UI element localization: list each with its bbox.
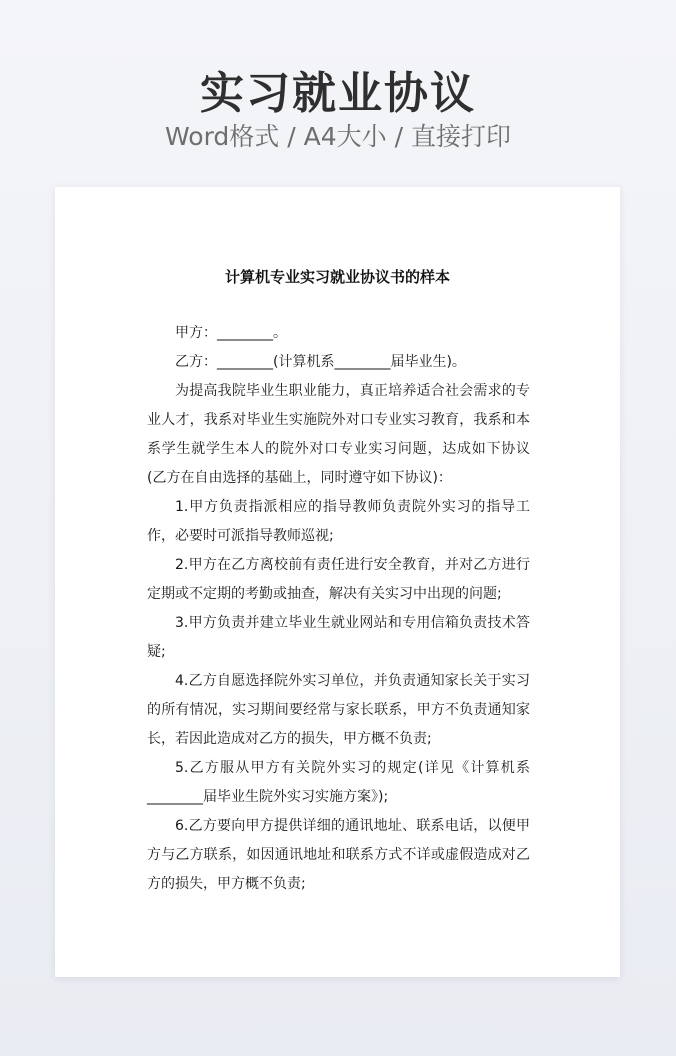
agreement-item: 3.甲方负责并建立毕业生就业网站和专用信箱负责技术答疑; <box>147 615 530 660</box>
page-title: 实习就业协议 <box>200 68 476 119</box>
agreement-item: 5.乙方服从甲方有关院外实习的规定(详见《计算机系________届毕业生院外实习实施方案》); <box>147 760 530 805</box>
document-page <box>55 187 620 977</box>
agreement-item: 6.乙方要向甲方提供详细的通讯地址、联系电话，以便甲方与乙方联系，如因通讯地址和联系方式不详或虚假造成对乙方的损失，甲方概不负责; <box>147 818 530 892</box>
agreement-item: 4.乙方自愿选择院外实习单位，并负责通知家长关于实习的所有情况，实习期间要经常与家长联系，甲方不负责通知家长，若因此造成对乙方的损失，甲方概不负责; <box>147 673 530 747</box>
party-a-line: 甲方：________。 <box>175 325 287 341</box>
agreement-item: 2.甲方在乙方离校前有责任进行安全教育，并对乙方进行定期或不定期的考勤或抽查，解决有关实习中出现的问题; <box>147 557 530 602</box>
document-title: 计算机专业实习就业协议书的样本 <box>224 268 450 286</box>
page-subtitle: Word格式 / A4大小 / 直接打印 <box>165 122 511 151</box>
agreement-item: 1.甲方负责指派相应的指导教师负责院外实习的指导工作，必要时可派指导教师巡视; <box>147 499 530 544</box>
document-body <box>147 319 530 899</box>
intro-paragraph: 为提高我院毕业生职业能力，真正培养适合社会需求的专业人才，我系对毕业生实施院外对口专业实习教育，我系和本系学生就学生本人的院外对口专业实习问题，达成如下协议(乙方在自由选择的基础上，同时遵守如下协议)： <box>147 383 530 486</box>
party-b-line: 乙方：________(计算机系________届毕业生)。 <box>175 354 466 370</box>
